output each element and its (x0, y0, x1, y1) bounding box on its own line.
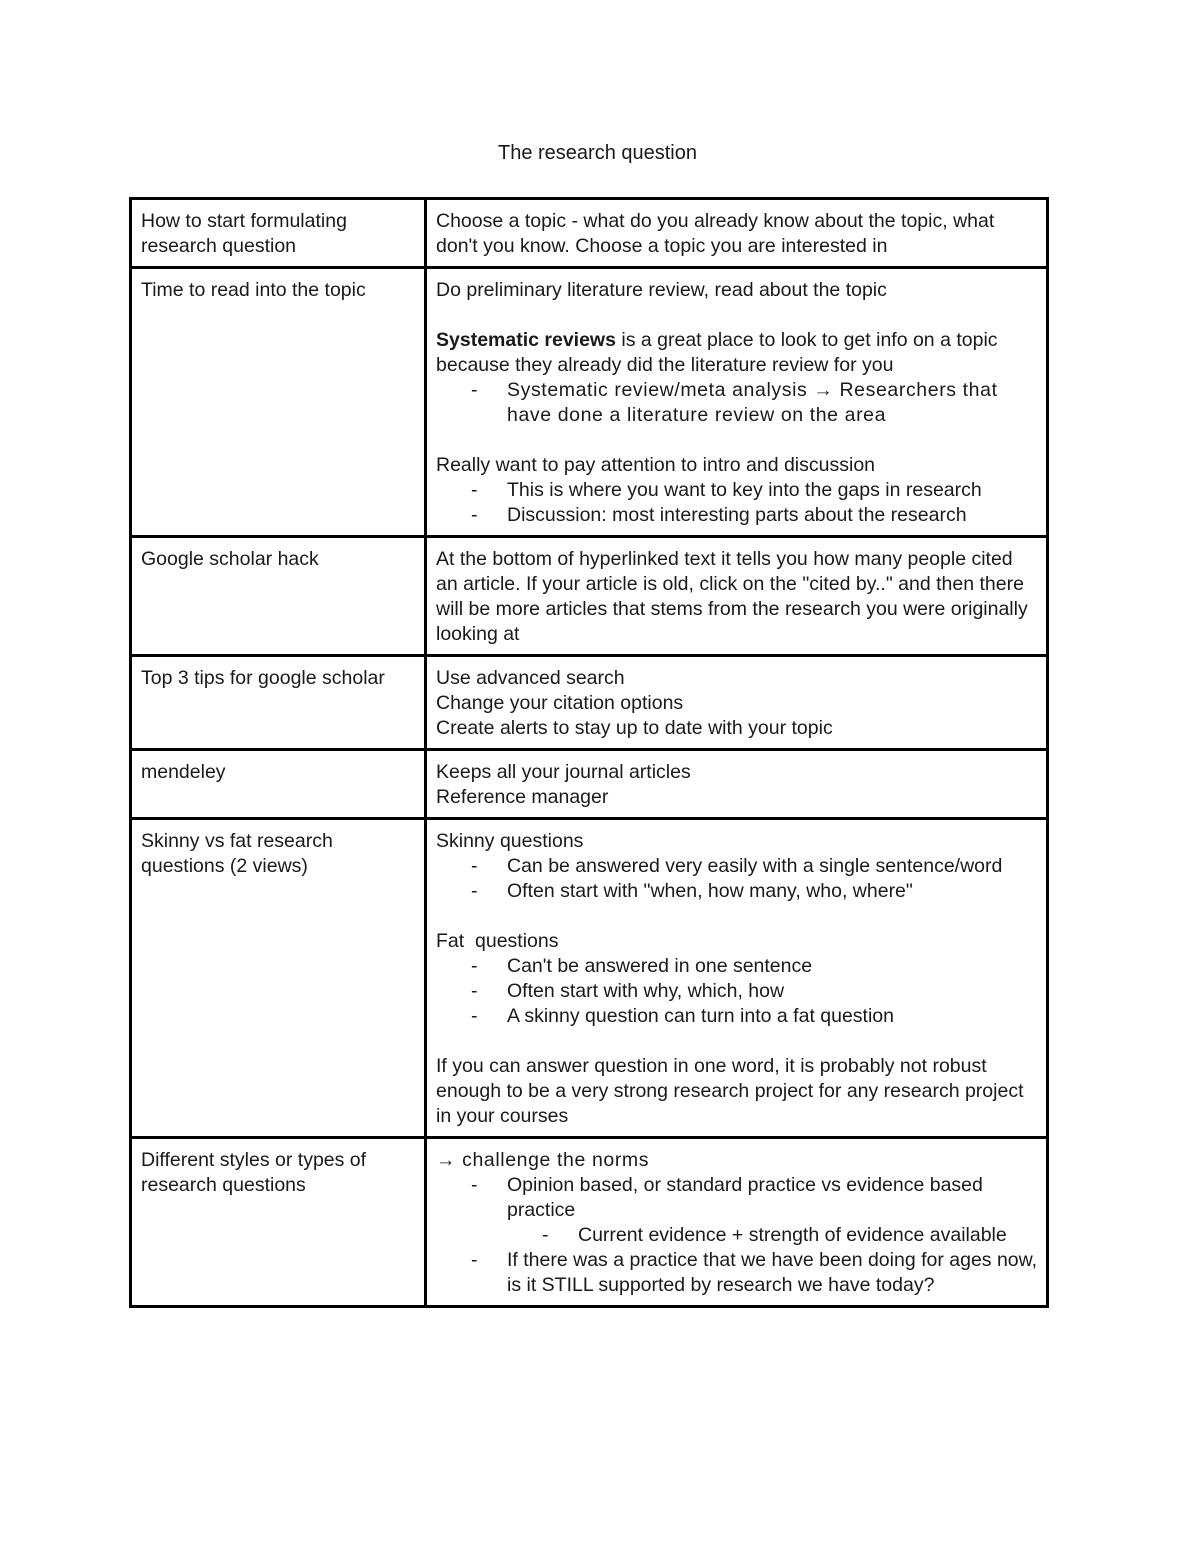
list-item: - Often start with why, which, how (507, 979, 1038, 1004)
list-item: - Discussion: most interesting parts about the research (507, 503, 1038, 528)
list-item (507, 1173, 1038, 1248)
table-row (131, 537, 1048, 656)
table-row (131, 819, 1048, 1138)
table-row (131, 656, 1048, 750)
content-paragraph (436, 328, 1038, 378)
list-item: - If there was a practice that we have been doing for ages now, is it STILL supported by research we have today? (507, 1248, 1038, 1298)
bullet-list (436, 954, 1038, 1029)
row-content (426, 750, 1048, 819)
content-line: Create alerts to stay up to date with your topic (436, 717, 833, 739)
row-content (426, 656, 1048, 750)
content-text: Fat questions (436, 930, 559, 952)
row-content (426, 199, 1048, 268)
list-item: - Can be answered very easily with a single sentence/word (507, 854, 1038, 879)
row-content (426, 1138, 1048, 1307)
page-title: The research question (497, 142, 697, 164)
bold-term: Systematic reviews (436, 329, 616, 351)
row-label: Google scholar hack (131, 537, 426, 656)
table-row (131, 199, 1048, 268)
content-text: Choose a topic - what do you already know about the topic, what don't you know. Choose a topic you are interested in (436, 210, 995, 257)
content-text: Really want to pay attention to intro and discussion (436, 454, 876, 476)
notes-table (129, 197, 1049, 1308)
row-label: Different styles or types of research questions (131, 1138, 426, 1307)
bullet-list (436, 1173, 1038, 1298)
table-row (131, 268, 1048, 537)
row-label: mendeley (131, 750, 426, 819)
list-item-text: Opinion based, or standard practice vs evidence based practice (507, 1174, 983, 1221)
bullet-list (436, 378, 1038, 428)
list-item: - Systematic review/meta analysis → Researchers that have done a literature review on the area (507, 378, 1038, 428)
row-content (426, 268, 1048, 537)
content-text: Do preliminary literature review, read about the topic (436, 279, 887, 301)
content-line: Change your citation options (436, 692, 684, 714)
row-label: Top 3 tips for google scholar (131, 656, 426, 750)
content-text: If you can answer question in one word, it is probably not robust enough to be a very strong research project for any research project in your courses (436, 1055, 1024, 1127)
table-row (131, 750, 1048, 819)
row-label: Skinny vs fat research questions (2 views) (131, 819, 426, 1138)
list-item: - A skinny question can turn into a fat question (507, 1004, 1038, 1029)
content-text: Skinny questions (436, 830, 584, 852)
list-item: - This is where you want to key into the gaps in research (507, 478, 1038, 503)
content-line: Keeps all your journal articles (436, 761, 691, 783)
bullet-list (436, 854, 1038, 904)
row-label: How to start formulating research question (131, 199, 426, 268)
row-label: Time to read into the topic (131, 268, 426, 537)
list-item: - Often start with "when, how many, who, where" (507, 879, 1038, 904)
sub-bullet-list (507, 1223, 1038, 1248)
list-item: - Can't be answered in one sentence (507, 954, 1038, 979)
table-row (131, 1138, 1048, 1307)
row-content (426, 819, 1048, 1138)
content-text: → challenge the norms (436, 1149, 650, 1171)
list-item: - Current evidence + strength of evidence available (578, 1223, 1038, 1248)
content-text: is a great place to look to get info on a topic because they already did the literature review for you (436, 329, 998, 376)
row-content (426, 537, 1048, 656)
content-line: Use advanced search (436, 667, 625, 689)
bullet-list (436, 478, 1038, 528)
content-line: Reference manager (436, 786, 609, 808)
content-text: At the bottom of hyperlinked text it tells you how many people cited an article. If your article is old, click on the "cited by.." and then there will be more articles that stems from the research you were originally looking at (436, 548, 1028, 645)
